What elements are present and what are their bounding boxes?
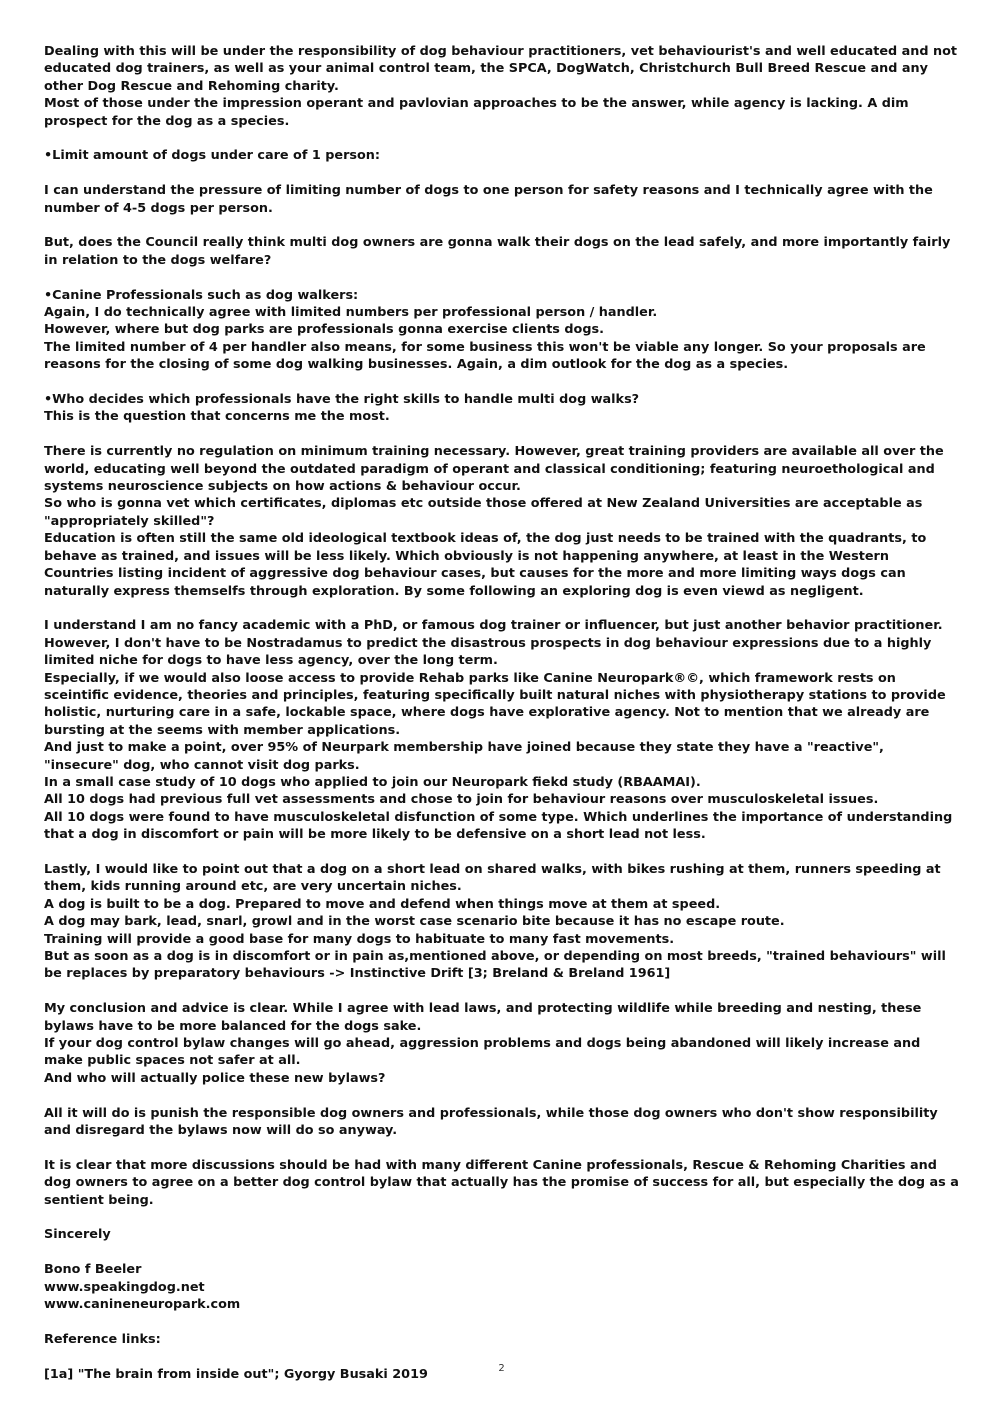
- text-line: www.canineneuropark.com: [44, 1297, 241, 1313]
- text-line: A dog is built to be a dog. Prepared to move and defend when things move at them at speed.: [44, 896, 721, 912]
- text-line: And just to make a point, over 95% of Neurpark membership have joined because they state they have a "reactive", "insecure" dog, who cannot visit dog parks.: [44, 740, 884, 773]
- text-line: Again, I do technically agree with limited numbers per professional person / handler.: [44, 305, 658, 321]
- paragraph: [44, 443, 960, 600]
- text-line: If your dog control bylaw changes will go ahead, aggression problems and dogs being abandoned will likely increase and make public spaces not safer at all.: [44, 1036, 921, 1069]
- paragraph: [44, 287, 960, 374]
- paragraph: [44, 1000, 960, 1087]
- paragraph: [44, 1157, 960, 1209]
- text-line: Dealing with this will be under the responsibility of dog behaviour practitioners, vet behaviourist's and well educated and not educated dog trainers, as well as your animal control team, the SPCA, DogWatch, Christchurch Bull Breed Rescue and any other Dog Rescue and Rehoming charity.: [44, 44, 958, 94]
- text-line: I can understand the pressure of limiting number of dogs to one person for safety reasons and I technically agree with the number of 4-5 dogs per person.: [44, 183, 933, 216]
- text-line: In a small case study of 10 dogs who applied to join our Neuropark fiekd study (RBAAMAI).: [44, 774, 701, 790]
- text-line: However, where but dog parks are professionals gonna exercise clients dogs.: [44, 322, 604, 338]
- text-line: It is clear that more discussions should be had with many different Canine professionals, Rescue & Rehoming Charities and dog owners to agree on a better dog control bylaw that actually has the promise of success for all, but especially the dog as a sentient being.: [44, 1157, 959, 1208]
- text-line: The limited number of 4 per handler also means, for some business this won't be viable any longer. So your proposals are reasons for the closing of some dog walking businesses. Again, a dim outlook for the dog as a species.: [44, 339, 926, 373]
- text-line: •Canine Professionals such as dog walkers:: [44, 287, 359, 303]
- text-line: But, does the Council really think multi dog owners are gonna walk their dogs on the lead safely, and more importantly fairly in relation to the dogs welfare?: [44, 235, 951, 268]
- text-line: Reference links:: [44, 1331, 161, 1347]
- text-line: But as soon as a dog is in discomfort or in pain as,mentioned above, or depending on most breeds, "trained behaviours" will be replaces by preparatory behaviours -> Instinctive Drift [3; Breland & Breland 1961]: [44, 949, 946, 982]
- paragraph: [44, 1105, 960, 1140]
- text-line: Bono f Beeler: [44, 1262, 142, 1278]
- paragraph: [44, 147, 960, 164]
- paragraph: [44, 861, 960, 983]
- text-line: www.speakingdog.net: [44, 1279, 205, 1295]
- text-line: This is the question that concerns me the most.: [44, 409, 390, 425]
- text-line: Education is often still the same old ideological textbook ideas of, the dog just needs to be trained with the quadrants, to behave as trained, and issues will be less likely. Which obviously is not happening anywhere, at least in the Western Countries listing incident of aggressive dog behaviour cases, but causes for the more and more limiting ways dogs can naturally express themselfs through exploration. By some following an exploring dog is even viewd as negligent.: [44, 531, 927, 599]
- document-body: [44, 43, 960, 1383]
- text-line: I understand I am no fancy academic with a PhD, or famous dog trainer or influencer, but just another behavior practitioner.: [44, 618, 943, 634]
- text-line: There is currently no regulation on minimum training necessary. However, great training providers are available all over the world, educating well beyond the outdated paradigm of operant and classical conditioning; featuring neuroethological and systems neuroscience subjects on how actions & behaviour occur.: [44, 444, 944, 495]
- page-number: 2: [498, 1363, 505, 1374]
- text-line: All 10 dogs had previous full vet assessments and chose to join for behaviour reasons over musculoskeletal issues.: [44, 792, 879, 808]
- text-line: Sincerely: [44, 1227, 111, 1243]
- paragraph: [44, 43, 960, 130]
- text-line: All it will do is punish the responsible dog owners and professionals, while those dog owners who don't show responsibility and disregard the bylaws now will do so anyway.: [44, 1105, 938, 1139]
- text-line: •Limit amount of dogs under care of 1 person:: [44, 148, 381, 164]
- text-line: And who will actually police these new bylaws?: [44, 1070, 386, 1086]
- text-line: Especially, if we would also loose access to provide Rehab parks like Canine Neuropark®©, which framework rests on sceintific evidence, theories and principles, featuring specifically built natural niches with physiotherapy stations to provide holistic, nurturing care in a safe, lockable space, where dogs have explorative agency. Not to mention that we already are bursting at the seems with member applications.: [44, 670, 946, 738]
- text-line: A dog may bark, lead, snarl, growl and in the worst case scenario bite because it has no escape route.: [44, 914, 785, 930]
- text-line: So who is gonna vet which certificates, diplomas etc outside those offered at New Zealand Universities are acceptable as "appropriately skilled"?: [44, 496, 923, 529]
- text-line: [1a] "The brain from inside out"; Gyorgy Busaki 2019: [44, 1366, 428, 1382]
- text-line: Lastly, I would like to point out that a dog on a short lead on shared walks, with bikes rushing at them, runners speeding at them, kids running around etc, are very uncertain niches.: [44, 861, 941, 895]
- paragraph: [44, 617, 960, 843]
- paragraph: [44, 234, 960, 269]
- text-line: However, I don't have to be Nostradamus to predict the disastrous prospects in dog behaviour expressions due to a highly limited niche for dogs to have less agency, over the long term.: [44, 635, 932, 669]
- text-line: Training will provide a good base for many dogs to habituate to many fast movements.: [44, 931, 675, 947]
- text-line: •Who decides which professionals have the right skills to handle multi dog walks?: [44, 392, 640, 408]
- paragraph: [44, 1331, 960, 1348]
- text-line: My conclusion and advice is clear. While I agree with lead laws, and protecting wildlife while breeding and nesting, these bylaws have to be more balanced for the dogs sake.: [44, 1001, 922, 1034]
- paragraph: [44, 182, 960, 217]
- paragraph: [44, 1261, 960, 1313]
- text-line: All 10 dogs were found to have musculoskeletal disfunction of some type. Which underlines the importance of understanding that a dog in discomfort or pain will be more likely to be defensive on a short lead not less.: [44, 809, 953, 843]
- paragraph: [44, 1226, 960, 1243]
- paragraph: [44, 391, 960, 426]
- text-line: Most of those under the impression operant and pavlovian approaches to be the answer, while agency is lacking. A dim prospect for the dog as a species.: [44, 96, 909, 129]
